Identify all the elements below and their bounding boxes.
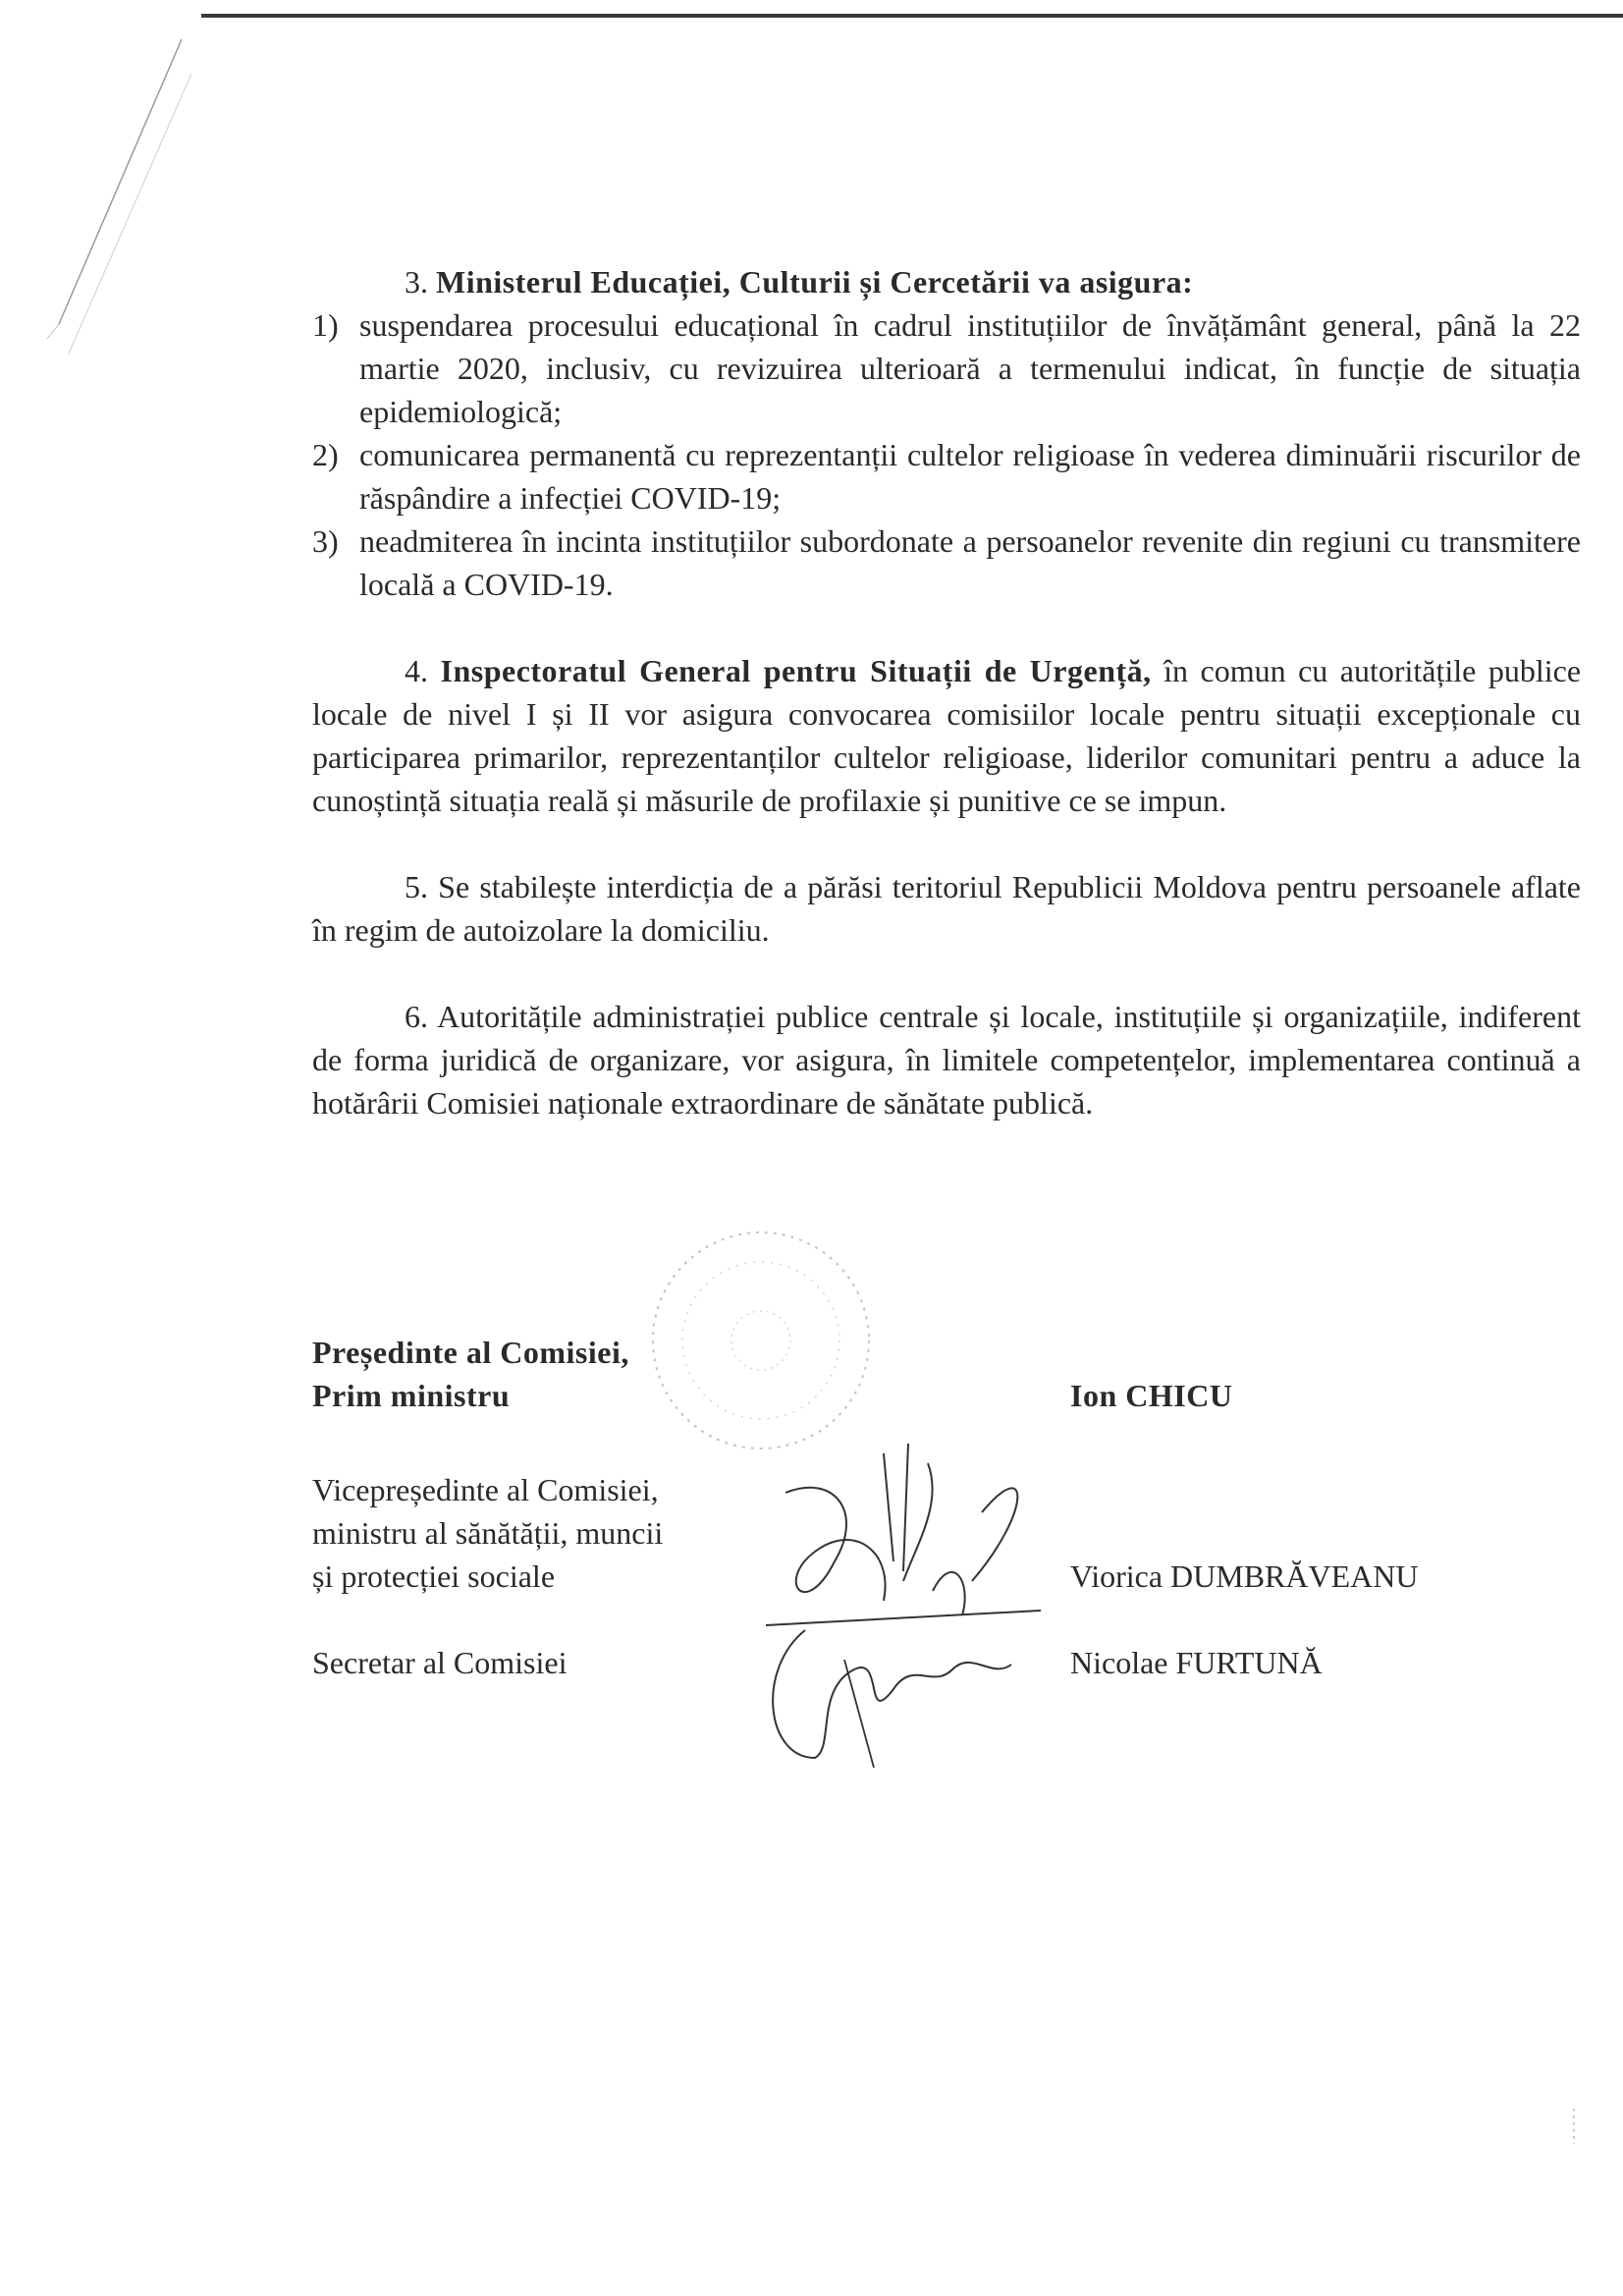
president-title-line1: Președinte al Comisiei, [312, 1335, 629, 1370]
secretary-name: Nicolae FURTUNĂ [1070, 1645, 1323, 1680]
president-row-2 [312, 1374, 1589, 1417]
section-4-text: în comun cu autoritățile publice locale de nivel I și II vor asigura convocarea comisiilor locale pentru situații excepționale cu participarea primarilor, reprezentanților cultelor religioase, liderilor comunitari pentru a aduce la cunoștință situația reală și măsurile de profilaxie și punitive ce se impun. [312, 653, 1582, 818]
list-item-number: 3) [312, 523, 339, 559]
list-item-text: suspendarea procesului educațional în cadrul instituțiilor de învățământ general, până la 22 martie 2020, inclusiv, cu revizuirea ulterioară a termenului indicat, în funcție de situația epidemiologică; [359, 307, 1581, 429]
president-name: Ion CHICU [1070, 1378, 1233, 1413]
president-title-line2: Prim ministru [312, 1378, 511, 1413]
section-5-paragraph [312, 865, 1581, 952]
vice-title-line3: și protecției sociale [312, 1558, 556, 1594]
section-4-title: Inspectoratul General pentru Situații de Urgență, [440, 653, 1152, 688]
scan-margin-mark [1569, 2106, 1579, 2146]
vice-title-line2: ministru al sănătății, muncii [312, 1515, 664, 1551]
scan-top-edge [201, 14, 1623, 18]
vice-title-line1: Vicepreședinte al Comisiei, [312, 1472, 659, 1507]
section-6-number: 6. [405, 999, 428, 1034]
list-item-number: 1) [312, 307, 339, 343]
section-5-number: 5. [405, 869, 428, 904]
section-3-title: Ministerul Educației, Culturii și Cercetării va asigura: [436, 264, 1194, 300]
list-item-text: neadmiterea în incinta instituțiilor subordonate a persoanelor revenite din regiuni cu transmitere locală a COVID-19. [359, 523, 1581, 602]
handwritten-signatures [746, 1434, 1119, 1787]
section-3-heading [312, 260, 1581, 303]
section-3-number: 3. [405, 264, 428, 300]
section-4-number: 4. [405, 653, 428, 688]
vice-name: Viorica DUMBRĂVEANU [1070, 1558, 1419, 1594]
president-row [312, 1331, 1589, 1374]
list-item-number: 2) [312, 437, 339, 472]
list-item-text: comunicarea permanentă cu reprezentanții cultelor religioase în vederea diminuării riscurilor de răspândire a infecției COVID-19; [359, 437, 1581, 516]
section-3-list [312, 303, 1581, 606]
list-item [312, 433, 1581, 519]
secretary-title-line1: Secretar al Comisiei [312, 1645, 568, 1680]
scan-corner-lines [0, 0, 255, 471]
section-6-text: Autoritățile administrației publice centrale și locale, instituțiile și organizațiile, indiferent de forma juridică de organizare, vor asigura, în limitele competențelor, implementarea continuă a hotărârii Comisiei naționale extraordinare de sănătate publică. [312, 999, 1582, 1121]
section-5-text: Se stabilește interdicția de a părăsi teritoriul Republicii Moldova pentru persoanele aflate în regim de autoizolare la domiciliu. [312, 869, 1582, 948]
section-6-paragraph [312, 995, 1581, 1124]
list-item [312, 519, 1581, 606]
list-item [312, 303, 1581, 433]
section-4-paragraph [312, 649, 1581, 822]
document-body [312, 260, 1581, 1124]
